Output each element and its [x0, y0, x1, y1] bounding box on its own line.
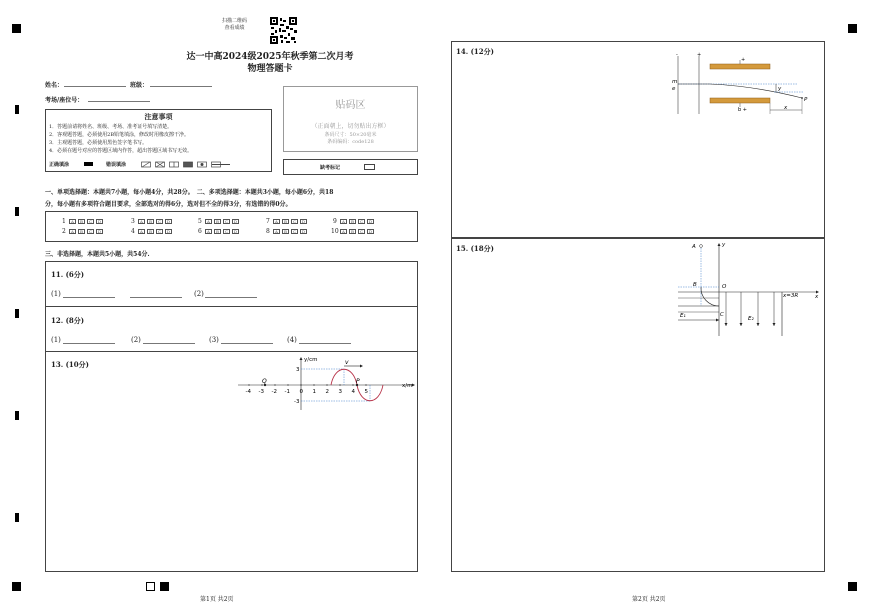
- choice-option-bubble[interactable]: B: [214, 219, 221, 224]
- timing-mark: [15, 411, 19, 420]
- barcode-area: [283, 86, 418, 152]
- section3-title: 三、非选择题，本题共5小题，共54分.: [45, 251, 150, 258]
- choice-option-bubble[interactable]: C: [88, 229, 93, 234]
- q14-label: 14. (12分): [456, 47, 494, 56]
- q15-label: 15. (18分): [456, 244, 494, 253]
- page-mark-solid: [160, 582, 169, 591]
- svg-text:-: -: [676, 52, 678, 58]
- q12-blank-label: (2): [131, 336, 141, 344]
- q13-x-tick-label: 3: [338, 389, 342, 395]
- q12-label: 12. (8分): [51, 316, 85, 325]
- choice-option-bubble[interactable]: D: [166, 229, 171, 234]
- absent-label: 缺考标记: [320, 165, 341, 171]
- choice-option-bubble[interactable]: B: [282, 229, 289, 234]
- choice-number: 2: [62, 228, 66, 235]
- choice-number: 6: [198, 228, 202, 235]
- choice-option-bubble[interactable]: D: [301, 229, 306, 234]
- choice-option-bubble[interactable]: C: [359, 219, 364, 224]
- q12-blank-label: (1): [51, 336, 61, 344]
- q13-point-q: Q: [262, 378, 267, 385]
- section1-line1: 一、单项选择题：本题共7小题，每小题4分，共28分。 二、多项选择题：本题共3小题，每小题6分，共18: [45, 189, 334, 196]
- choice-option-bubble[interactable]: A: [205, 219, 212, 224]
- absent-mark-box: [283, 159, 418, 175]
- choice-number: 1: [62, 218, 66, 225]
- q15-e2-label: E₂: [748, 316, 754, 322]
- q13-x-label: x/m: [402, 383, 413, 389]
- q13-x-tick-label: -4: [245, 389, 251, 395]
- choice-option-bubble[interactable]: B: [78, 219, 85, 224]
- q14-answer-area[interactable]: [453, 120, 823, 236]
- choice-option-bubble[interactable]: C: [224, 229, 229, 234]
- choice-option-bubble[interactable]: C: [88, 219, 93, 224]
- q14-plate-bottom: b +: [738, 107, 747, 113]
- q11-blank-label: (2): [194, 290, 204, 298]
- q13-x-tick-label: -3: [258, 389, 264, 395]
- q11-blank-label: (1): [51, 290, 61, 298]
- class-label: 班级：: [130, 82, 149, 89]
- choice-option-bubble[interactable]: D: [97, 219, 102, 224]
- absent-checkbox[interactable]: [364, 164, 375, 170]
- notice-title: 注意事项: [144, 112, 173, 121]
- choice-option-bubble[interactable]: A: [205, 229, 212, 234]
- q11-answer-field[interactable]: [205, 297, 257, 298]
- page-mark-hollow: [146, 582, 155, 591]
- choice-option-bubble[interactable]: C: [292, 229, 297, 234]
- choice-option-bubble[interactable]: B: [147, 219, 154, 224]
- choice-option-bubble[interactable]: B: [214, 229, 221, 234]
- choice-option-bubble[interactable]: C: [359, 229, 364, 234]
- q13-x-tick-label: 4: [351, 389, 355, 395]
- q14-plate-top: +: [741, 57, 746, 63]
- q13-x-tick-label: -2: [271, 389, 277, 395]
- choice-option-bubble[interactable]: B: [349, 219, 356, 224]
- corner-mark-tr: [848, 24, 857, 33]
- notice-item: 1．答题前请将姓名、班级、考场、准考证号填写清楚。: [49, 124, 173, 130]
- choice-option-bubble[interactable]: B: [349, 229, 356, 234]
- choice-option-bubble[interactable]: D: [97, 229, 102, 234]
- notice-item: 2．客观题答题，必须使用2B铅笔填涂，修改时用橡皮擦干净。: [49, 132, 190, 138]
- divider: [45, 306, 418, 307]
- q12-answer-field[interactable]: [221, 343, 273, 344]
- barcode-hint: （正面朝上，切勿贴出方框）: [311, 123, 390, 130]
- choice-option-bubble[interactable]: B: [282, 219, 289, 224]
- q13-y-label: y/cm: [304, 357, 318, 363]
- q14-deflection-figure: [670, 50, 820, 118]
- choice-number: 5: [198, 218, 202, 225]
- name-label: 姓名：: [45, 82, 64, 89]
- q14-m-label: m: [672, 79, 678, 85]
- choice-option-bubble[interactable]: A: [69, 219, 76, 224]
- q13-answer-area[interactable]: [46, 412, 417, 570]
- barcode-size: 条码尺寸：50×20毫米: [324, 132, 377, 138]
- q12-blank-label: (3): [209, 336, 219, 344]
- choice-option-bubble[interactable]: A: [273, 219, 280, 224]
- choice-option-bubble[interactable]: A: [69, 229, 76, 234]
- choice-option-bubble[interactable]: A: [340, 229, 347, 234]
- qr-caption: 扫描二维码 查看成绩: [222, 18, 248, 31]
- notice-item: 4．必须在题号对应的答题区域内作答，超出答题区域书写无效。: [49, 148, 193, 154]
- page-number-2: 第2页 共2页: [632, 596, 666, 603]
- q14-p-label: P: [804, 97, 808, 103]
- wrong-fill-label: 错误填涂: [106, 162, 127, 168]
- q15-y-label: y: [722, 242, 726, 248]
- name-field[interactable]: [64, 86, 126, 87]
- q15-field-figure: [678, 240, 823, 340]
- choice-option-bubble[interactable]: D: [233, 229, 238, 234]
- q15-a-label: A: [692, 244, 696, 250]
- q13-point-p: P: [356, 378, 360, 385]
- q12-answer-field[interactable]: [143, 343, 195, 344]
- q15-b-label: B: [693, 282, 697, 288]
- choice-answer-box: [45, 211, 418, 242]
- corner-mark-br: [848, 582, 857, 591]
- page-title: 达一中高2024级2025年秋季第二次月考: [186, 52, 354, 62]
- choice-option-bubble[interactable]: D: [233, 219, 238, 224]
- choice-option-bubble[interactable]: C: [292, 219, 297, 224]
- choice-option-bubble[interactable]: A: [138, 219, 145, 224]
- choice-option-bubble[interactable]: B: [147, 229, 154, 234]
- q13-y-tick: 3: [296, 367, 300, 373]
- q15-x-label: x: [815, 294, 819, 300]
- q12-blank-label: (4): [287, 336, 297, 344]
- choice-option-bubble[interactable]: D: [368, 219, 373, 224]
- choice-option-bubble[interactable]: A: [273, 229, 280, 234]
- q15-answer-area[interactable]: [453, 345, 823, 570]
- q13-x-tick-label: 5: [364, 389, 368, 395]
- correct-fill-sample: [84, 162, 93, 166]
- qr-code-icon: [270, 17, 297, 44]
- q13-x-tick-label: 1: [312, 389, 316, 395]
- corner-mark-bl: [12, 582, 21, 591]
- q15-c-label: C: [720, 312, 724, 318]
- choice-option-bubble[interactable]: D: [166, 219, 171, 224]
- corner-mark-tl: [12, 24, 21, 33]
- q13-v-label: v: [345, 359, 349, 366]
- q11-label: 11. (6分): [51, 270, 85, 279]
- choice-option-bubble[interactable]: D: [301, 219, 306, 224]
- class-field[interactable]: [150, 86, 212, 87]
- q13-y-tick: -3: [294, 399, 300, 405]
- wrong-fill-samples: [141, 161, 231, 168]
- choice-number: 8: [266, 228, 270, 235]
- page-number-1: 第1页 共2页: [200, 596, 234, 603]
- notice-item: 3．主观题答题，必须使用黑色签字笔书写。: [49, 140, 148, 146]
- correct-fill-label: 正确填涂: [49, 162, 70, 168]
- q15-x3r-label: x=3R: [783, 293, 799, 299]
- q13-x-tick-label: -1: [284, 389, 290, 395]
- q13-x-tick-label: 0: [299, 389, 303, 395]
- q11-answer-field[interactable]: [63, 297, 115, 298]
- choice-number: 10: [331, 228, 339, 235]
- timing-mark: [15, 513, 19, 522]
- timing-mark: [15, 105, 19, 114]
- q13-x-ticks: [246, 384, 369, 395]
- q12-answer-field[interactable]: [299, 343, 351, 344]
- q13-wave-graph: [236, 354, 416, 412]
- choice-number: 9: [333, 218, 337, 225]
- seat-label: 考场/座位号：: [45, 97, 84, 104]
- choice-number: 4: [131, 228, 135, 235]
- q13-label: 13. (10分): [51, 360, 89, 369]
- divider: [45, 351, 418, 352]
- choice-number: 7: [266, 218, 270, 225]
- barcode-title: 贴码区: [335, 100, 366, 111]
- choice-option-bubble[interactable]: A: [138, 229, 145, 234]
- choice-option-bubble[interactable]: A: [340, 219, 347, 224]
- q15-o-label: O: [722, 284, 727, 290]
- q14-y-label: y: [778, 86, 782, 92]
- timing-mark: [15, 207, 19, 216]
- notice-box: [45, 109, 272, 172]
- timing-mark: [15, 309, 19, 318]
- barcode-code: 条码编码：code128: [327, 139, 374, 145]
- section1-line2: 分，每小题有多项符合题目要求，全部选对的得6分，选对但不全的得3分，有选错的得0分。: [45, 201, 292, 208]
- choice-option-bubble[interactable]: C: [157, 229, 162, 234]
- q14-e-label: e: [672, 86, 676, 92]
- q15-e1-label: E₁: [680, 313, 686, 319]
- q11-answer-field[interactable]: [130, 297, 182, 298]
- choice-option-bubble[interactable]: D: [368, 229, 373, 234]
- q12-answer-field[interactable]: [63, 343, 115, 344]
- q13-x-tick-label: 2: [325, 389, 329, 395]
- choice-option-bubble[interactable]: C: [157, 219, 162, 224]
- page-subtitle: 物理答题卡: [247, 64, 293, 74]
- q14-x-label: x: [784, 105, 788, 111]
- choice-number: 3: [131, 218, 135, 225]
- seat-field[interactable]: [88, 101, 150, 102]
- choice-option-bubble[interactable]: B: [78, 229, 85, 234]
- svg-text:+: +: [697, 52, 702, 58]
- choice-option-bubble[interactable]: C: [224, 219, 229, 224]
